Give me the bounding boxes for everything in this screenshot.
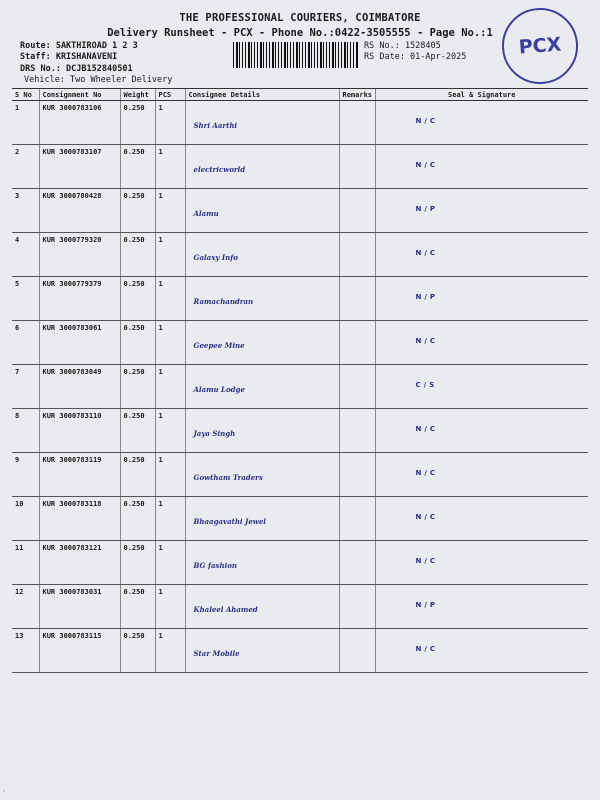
runsheet-table (12, 88, 588, 673)
pcs-cell: 1 (155, 321, 185, 365)
consignee-text: Galaxy Info (193, 253, 238, 262)
remarks-cell (339, 101, 375, 145)
col-header-weight: Weight (120, 89, 155, 101)
table-row (12, 101, 588, 145)
signature-cell (375, 277, 588, 321)
consignee-text: Gowtham Traders (193, 473, 263, 482)
table-row (12, 497, 588, 541)
signature-cell (375, 145, 588, 189)
signature-text: C/S (415, 381, 438, 389)
table-row (12, 321, 588, 365)
sno-cell: 13 (12, 629, 39, 673)
consignee-cell (185, 365, 339, 409)
consignee-cell (185, 497, 339, 541)
consignee-text: Alamu (193, 209, 219, 218)
consignee-text: Geepee Mine (193, 341, 245, 350)
consignee-cell (185, 585, 339, 629)
table-row (12, 541, 588, 585)
weight-cell: 0.250 (120, 497, 155, 541)
remarks-cell (339, 189, 375, 233)
consignee-cell (185, 541, 339, 585)
pcs-cell: 1 (155, 541, 185, 585)
remarks-cell (339, 541, 375, 585)
signature-text: N/C (415, 117, 439, 125)
remarks-cell (339, 233, 375, 277)
consignee-cell (185, 277, 339, 321)
signature-text: N/P (415, 205, 439, 213)
consignee-text: electricworld (193, 165, 246, 174)
rs-date: RS Date: 01-Apr-2025 (364, 52, 467, 62)
sno-cell: 8 (12, 409, 39, 453)
sno-cell: 3 (12, 189, 39, 233)
staff-label: Staff: KRISHANAVENI (20, 52, 118, 62)
table-row (12, 277, 588, 321)
signature-text: N/C (415, 249, 439, 257)
signature-cell (375, 365, 588, 409)
weight-cell: 0.250 (120, 145, 155, 189)
sno-cell: 6 (12, 321, 39, 365)
signature-cell (375, 497, 588, 541)
pcs-cell: 1 (155, 453, 185, 497)
signature-cell (375, 629, 588, 673)
col-header-remarks: Remarks (339, 89, 375, 101)
runsheet-subtitle: Delivery Runsheet - PCX - Phone No.:0422-3505555 - Page No.:1 (107, 27, 493, 39)
weight-cell: 0.250 (120, 365, 155, 409)
signature-cell (375, 409, 588, 453)
consignment-cell: KUR 3000779320 (39, 233, 120, 277)
consignment-cell: KUR 3000780428 (39, 189, 120, 233)
weight-cell: 0.250 (120, 321, 155, 365)
consignee-cell (185, 453, 339, 497)
pcs-cell: 1 (155, 233, 185, 277)
signature-text: N/C (415, 425, 439, 433)
pcs-cell: 1 (155, 497, 185, 541)
remarks-cell (339, 145, 375, 189)
remarks-cell (339, 629, 375, 673)
pcs-cell: 1 (155, 629, 185, 673)
consignment-cell: KUR 3000783110 (39, 409, 120, 453)
table-row (12, 145, 588, 189)
signature-cell (375, 541, 588, 585)
table-row (12, 233, 588, 277)
weight-cell: 0.250 (120, 277, 155, 321)
sno-cell: 12 (12, 585, 39, 629)
consignee-cell (185, 233, 339, 277)
col-header-consignee: Consignee Details (185, 89, 339, 101)
signature-text: N/P (415, 293, 439, 301)
consignee-text: Bhaagavathi Jewel (193, 517, 266, 526)
table-row (12, 409, 588, 453)
signature-text: N/C (415, 645, 439, 653)
sno-cell: 10 (12, 497, 39, 541)
pcs-cell: 1 (155, 101, 185, 145)
consignment-cell: KUR 3000783115 (39, 629, 120, 673)
consignee-text: Shri Aarthi (193, 121, 238, 130)
consignee-cell (185, 145, 339, 189)
weight-cell: 0.250 (120, 541, 155, 585)
route-label: Route: SAKTHIROAD 1 2 3 (20, 41, 138, 51)
consignee-cell (185, 321, 339, 365)
vehicle-label: Vehicle: Two Wheeler Delivery (24, 75, 173, 85)
consignee-cell (185, 189, 339, 233)
consignee-text: Ramachandran (193, 297, 254, 306)
sno-cell: 5 (12, 277, 39, 321)
consignment-cell: KUR 3000783119 (39, 453, 120, 497)
pcs-cell: 1 (155, 365, 185, 409)
pcs-cell: 1 (155, 145, 185, 189)
col-header-signature: Seal & Signature (375, 89, 588, 101)
remarks-cell (339, 277, 375, 321)
sno-cell: 9 (12, 453, 39, 497)
col-header-consignment: Consignment No (39, 89, 120, 101)
signature-text: N/C (415, 557, 439, 565)
consignment-cell: KUR 3000783061 (39, 321, 120, 365)
corner-mark: ʹ (2, 790, 7, 798)
remarks-cell (339, 321, 375, 365)
pcs-cell: 1 (155, 277, 185, 321)
table-row (12, 629, 588, 673)
weight-cell: 0.250 (120, 409, 155, 453)
signature-text: N/P (415, 601, 439, 609)
pcs-cell: 1 (155, 189, 185, 233)
signature-cell (375, 321, 588, 365)
remarks-cell (339, 453, 375, 497)
signature-cell (375, 233, 588, 277)
consignment-cell: KUR 3000783049 (39, 365, 120, 409)
consignee-text: Star Mobile (193, 649, 240, 658)
signature-cell (375, 101, 588, 145)
sno-cell: 4 (12, 233, 39, 277)
signature-text: N/C (415, 337, 439, 345)
stamp-text: PCX (518, 33, 562, 59)
weight-cell: 0.250 (120, 585, 155, 629)
pcs-cell: 1 (155, 409, 185, 453)
drs-label: DRS No.: DCJB152840501 (20, 64, 133, 74)
consignment-cell: KUR 3000783031 (39, 585, 120, 629)
consignee-text: Jaya Singh (193, 429, 236, 438)
consignee-cell (185, 629, 339, 673)
consignee-cell (185, 101, 339, 145)
remarks-cell (339, 497, 375, 541)
col-header-sno: S No (12, 89, 39, 101)
weight-cell: 0.250 (120, 101, 155, 145)
remarks-cell (339, 409, 375, 453)
consignment-cell: KUR 3000783118 (39, 497, 120, 541)
table-header-row (12, 89, 588, 101)
weight-cell: 0.250 (120, 453, 155, 497)
signature-text: N/C (415, 513, 439, 521)
consignee-cell (185, 409, 339, 453)
table-row (12, 585, 588, 629)
sno-cell: 7 (12, 365, 39, 409)
weight-cell: 0.250 (120, 233, 155, 277)
table-row (12, 453, 588, 497)
pcs-cell: 1 (155, 585, 185, 629)
remarks-cell (339, 585, 375, 629)
consignment-cell: KUR 3000783107 (39, 145, 120, 189)
barcode (233, 42, 358, 68)
weight-cell: 0.250 (120, 189, 155, 233)
signature-cell (375, 453, 588, 497)
sno-cell: 11 (12, 541, 39, 585)
signature-text: N/C (415, 469, 439, 477)
company-title: THE PROFESSIONAL COURIERS, COIMBATORE (179, 12, 421, 24)
weight-cell: 0.250 (120, 629, 155, 673)
table-row (12, 189, 588, 233)
consignee-text: BG fashion (193, 561, 237, 570)
consignee-text: Alamu Lodge (193, 385, 245, 394)
remarks-cell (339, 365, 375, 409)
signature-text: N/C (415, 161, 439, 169)
consignee-text: Khaleel Ahamed (193, 605, 258, 614)
col-header-pcs: PCS (155, 89, 185, 101)
consignment-cell: KUR 3000783121 (39, 541, 120, 585)
signature-cell (375, 189, 588, 233)
table-row (12, 365, 588, 409)
signature-cell (375, 585, 588, 629)
rs-number: RS No.: 1528405 (364, 41, 441, 51)
consignment-cell: KUR 3000783106 (39, 101, 120, 145)
consignment-cell: KUR 3000779379 (39, 277, 120, 321)
sno-cell: 2 (12, 145, 39, 189)
sno-cell: 1 (12, 101, 39, 145)
